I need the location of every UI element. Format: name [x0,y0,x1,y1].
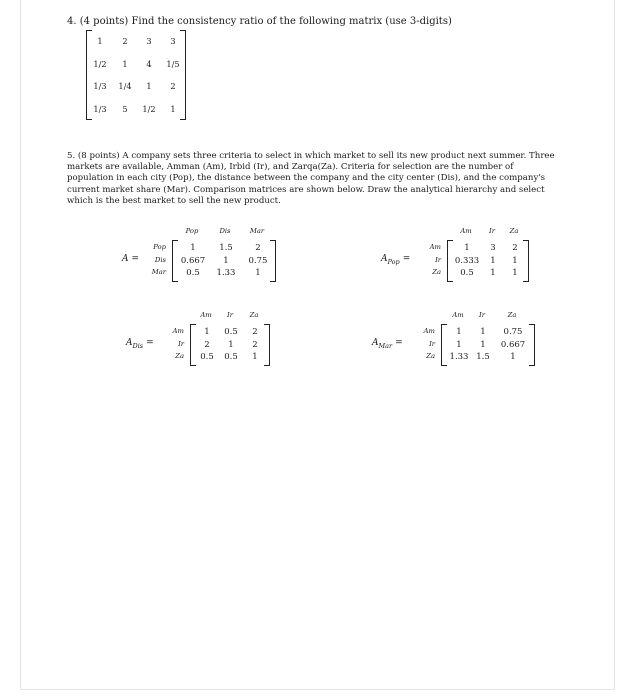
q4-cell: 3 [170,36,176,47]
equals-sign: = [402,253,411,264]
matrix-body [441,324,535,366]
matrix-cell: 1 [252,352,258,363]
q4-matrix [86,30,186,120]
q4-cell: 3 [146,36,152,47]
matrix-name [372,338,403,350]
column-label: Za [507,311,517,319]
matrix-cell: 0.667 [180,255,206,266]
matrix-subscript: Pop [387,257,400,266]
matrix-cell: 1 [464,243,470,254]
matrix-symbol: A [372,337,379,348]
column-label: Am [460,227,472,235]
q4-cell: 1 [122,58,128,69]
q4-cell: 2 [170,81,176,92]
matrix-cell: 1 [456,339,462,350]
matrix-name [126,338,154,350]
row-label: Ir [178,339,184,348]
q4-cell: 1 [170,103,176,114]
row-label: Am [423,327,435,335]
q4-cell: 1 [97,36,103,47]
matrix-body [190,324,270,366]
matrix-cell: 2 [512,243,518,254]
row-label: Pop [153,243,166,251]
q5-line: 5. (8 points) A company sets three criteria to select in which market to sell its new product next summer. Three [67,151,555,161]
row-label: Am [429,243,441,251]
matrix-cell: 1 [223,255,229,266]
matrix-cell: 1 [456,327,462,338]
column-label: Pop [185,227,199,235]
matrix-symbol: A [126,337,133,348]
matrix-cell: 1 [512,255,518,266]
matrix-cell: 0.333 [454,255,480,266]
matrix-body [447,240,529,282]
q4-cell: 1/3 [93,103,107,114]
q4-cell: 1/4 [118,81,132,92]
equals-sign: = [146,337,154,348]
matrix-cell: 0.5 [200,352,214,363]
matrix-symbol: A [381,253,388,264]
q5-line: which is the best market to sell the new product. [67,195,281,206]
equals-sign: = [395,337,403,348]
column-label: Am [200,311,212,319]
row-label: Dis [154,255,166,264]
matrix-cell: 1 [490,268,496,279]
matrix-body [172,240,276,282]
matrix-symbol: A [122,253,129,264]
matrix-cell: 1.33 [216,268,236,279]
matrix-cell: 2 [252,327,258,338]
matrix-cell: 0.5 [186,268,200,279]
matrix-cell: 1 [490,255,496,266]
matrix-cell: 1.33 [449,352,469,363]
q4-cell: 1/2 [142,103,156,114]
row-label: Ir [429,339,435,348]
q4-cell: 1/3 [93,81,107,92]
q5-text [67,151,567,207]
column-label: Ir [489,227,495,235]
matrix-cell: 3 [490,243,496,254]
matrix-cell: 1 [228,339,234,350]
q5-line: markets are available, Amman (Am), Irbid (Ir), and Zarqa(Za). Criteria for selection are the number of [67,162,514,173]
matrix-cell: 0.5 [224,327,238,338]
matrix-cell: 0.75 [248,255,268,266]
column-label: Ir [227,311,233,319]
column-label: Dis [219,227,231,235]
column-label: Mar [249,227,265,235]
matrix-name [381,254,410,266]
matrix-cell: 1 [255,268,261,279]
q4-cell: 5 [122,103,128,114]
row-label: Za [432,268,441,276]
q4-title: 4. (4 points) Find the consistency ratio of the following matrix (use 3-digits) [67,16,452,27]
q5-line: population in each city (Pop), the distance between the company and the city center (Dis), and the company's [67,173,546,184]
column-label: Za [509,227,519,235]
matrix-cell: 1 [480,339,486,350]
matrix-cell: 1 [204,327,210,338]
matrix-cell: 1 [190,243,196,254]
matrix-cell: 1.5 [219,243,233,254]
matrix-name [122,254,139,264]
column-label: Am [452,311,464,319]
matrix-cell: 2 [204,339,210,350]
matrix-cell: 1 [480,327,486,338]
row-label: Za [426,352,435,360]
row-label: Am [172,327,184,335]
matrix-cell: 0.5 [460,268,474,279]
matrix-cell: 2 [255,243,261,254]
row-label: Ir [435,255,441,264]
row-label: Mar [151,268,166,276]
matrix-cell: 1.5 [476,352,490,363]
q4-cell: 2 [122,36,128,47]
q4-cell: 1/5 [166,58,180,69]
column-label: Za [249,311,259,319]
matrix-cell: 2 [252,339,258,350]
matrix-cell: 0.5 [224,352,238,363]
q4-cell: 1/2 [93,58,107,69]
matrix-cell: 0.667 [500,339,526,350]
q4-cell: 1 [146,81,152,92]
equals-sign: = [131,253,140,264]
q4-cell: 4 [146,58,152,69]
column-label: Ir [479,311,485,319]
matrix-cell: 1 [510,352,516,363]
row-label: Za [175,352,184,360]
matrix-cell: 0.75 [503,327,523,338]
matrix-cell: 1 [512,268,518,279]
matrix-subscript: Mar [378,341,393,350]
q5-line: current market share (Mar). Comparison matrices are shown below. Draw the analytical hierarchy and select [67,184,545,195]
matrix-subscript: Dis [132,341,144,350]
